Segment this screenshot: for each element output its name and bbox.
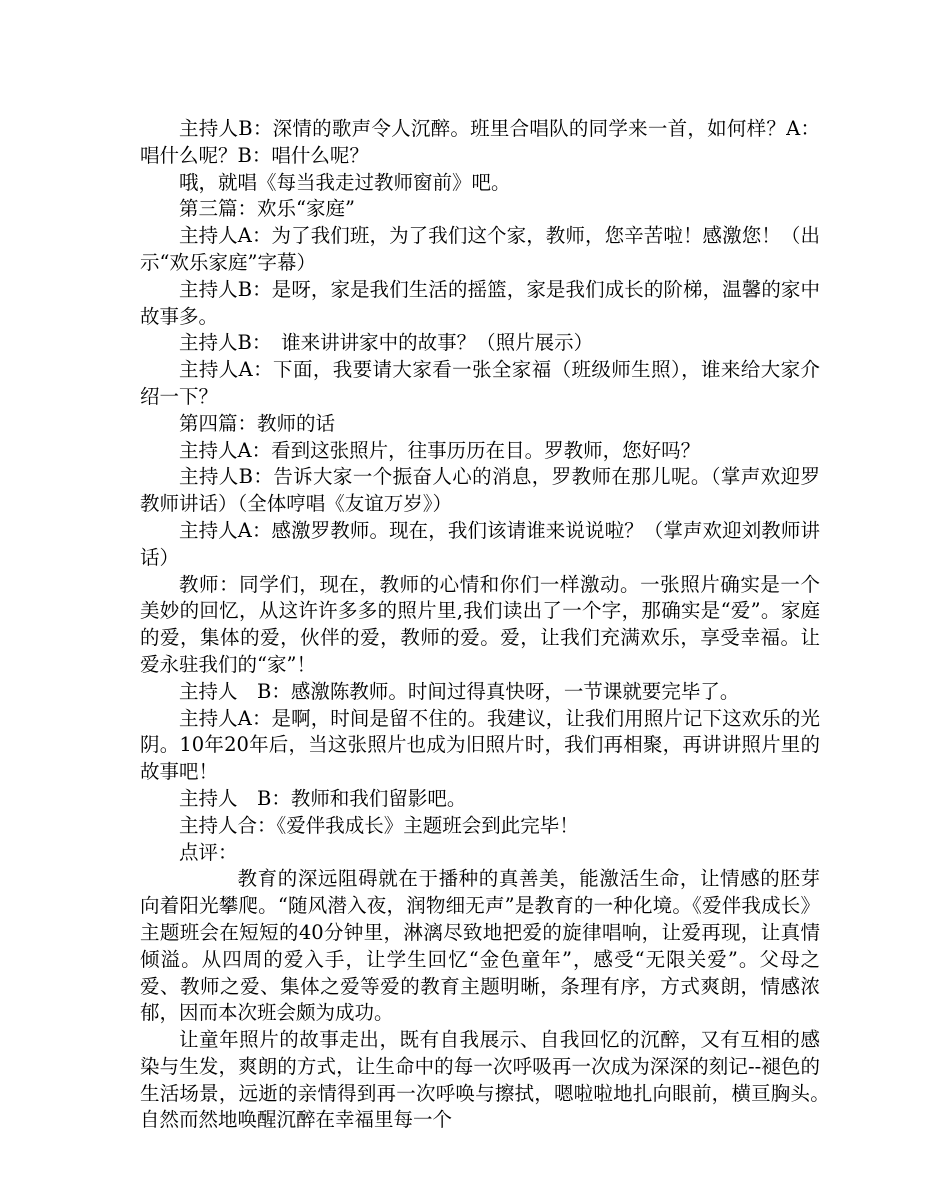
paragraph: 主持人 B：感激陈教师。时间过得真快呀，一节课就要完毕了。 <box>179 679 740 703</box>
document-body <box>140 116 840 1134</box>
paragraph: 哦，就唱《每当我走过教师窗前》吧。 <box>179 170 511 194</box>
paragraph: 主持人A：看到这张照片，往事历历在目。罗教师，您好吗？ <box>179 438 701 462</box>
paragraph: 教师：同学们，现在，教师的心情和你们一样激动。一张照片确实是一个美妙的回忆，从这许许多多的照片里,我们读出了一个字，那确实是“爱”。家庭的爱，集体的爱，伙伴的爱，教师的爱。爱，让我们充满欢乐，享受幸福。让爱永驻我们的“家”！ <box>140 572 820 676</box>
paragraph: 主持人A：为了我们班，为了我们这个家，教师，您辛苦啦！感激您！（出示“欢乐家庭”字幕） <box>140 224 820 274</box>
paragraph: 主持人 B：教师和我们留影吧。 <box>179 786 467 810</box>
commentary-label: 点评： <box>179 840 238 864</box>
paragraph: 让童年照片的故事走出，既有自我展示、自我回忆的沉醉，又有互相的感染与生发，爽朗的方式，让生命中的每一次呼吸再一次成为深深的刻记--褪色的生活场景，远逝的亲情得到再一次呼唤与擦拭，嗯啦啦地扎向眼前，横亘胸头。 自然而然地唤醒沉醉在幸福里每一个 <box>140 1028 840 1132</box>
section-heading: 第四篇：教师的话 <box>179 411 336 435</box>
paragraph: 主持人B： 谁来讲讲家中的故事？（照片展示） <box>179 331 594 355</box>
paragraph: 主持人A：感激罗教师。现在，我们该请谁来说说啦？（掌声欢迎刘教师讲话） <box>140 518 820 569</box>
paragraph: 主持人A：是啊，时间是留不住的。我建议，让我们用照片记下这欢乐的光阴。10年20年后，当这张照片也成为旧照片时，我们再相聚，再讲讲照片里的故事吧！ <box>140 706 820 784</box>
paragraph: 主持人B：是呀，家是我们生活的摇篮，家是我们成长的阶梯，温馨的家中故事多。 <box>140 277 820 328</box>
paragraph: 教育的深远阻碍就在于播种的真善美，能激活生命，让情感的胚芽向着阳光攀爬。“随风潜入夜，润物细无声”是教育的一种化境。《爱伴我成长》主题班会在短短的40分钟里，淋漓尽致地把爱的旋律唱响，让爱再现，让真情倾溢。从四周的爱入手，让学生回忆“金色童年”，感受“无限关爱”。父母之爱、教师之爱、集体之爱等爱的教育主题明晰，条理有序，方式爽朗，情感浓郁，因而本次班会颇为成功。 <box>140 867 820 1025</box>
paragraph: 主持人B：深情的歌声令人沉醉。班里合唱队的同学来一首，如何样？A：唱什么呢？B：唱什么呢？ <box>140 117 820 167</box>
paragraph: 主持人B：告诉大家一个振奋人心的消息，罗教师在那儿呢。（掌声欢迎罗教师讲话）（全体哼唱《友谊万岁》） <box>140 465 820 516</box>
section-heading: 第三篇：欢乐“家庭” <box>179 197 355 221</box>
paragraph: 主持人A：下面，我要请大家看一张全家福（班级师生照），谁来给大家介绍一下？ <box>140 358 820 408</box>
paragraph: 主持人合：《爱伴我成长》主题班会到此完毕！ <box>179 813 579 837</box>
